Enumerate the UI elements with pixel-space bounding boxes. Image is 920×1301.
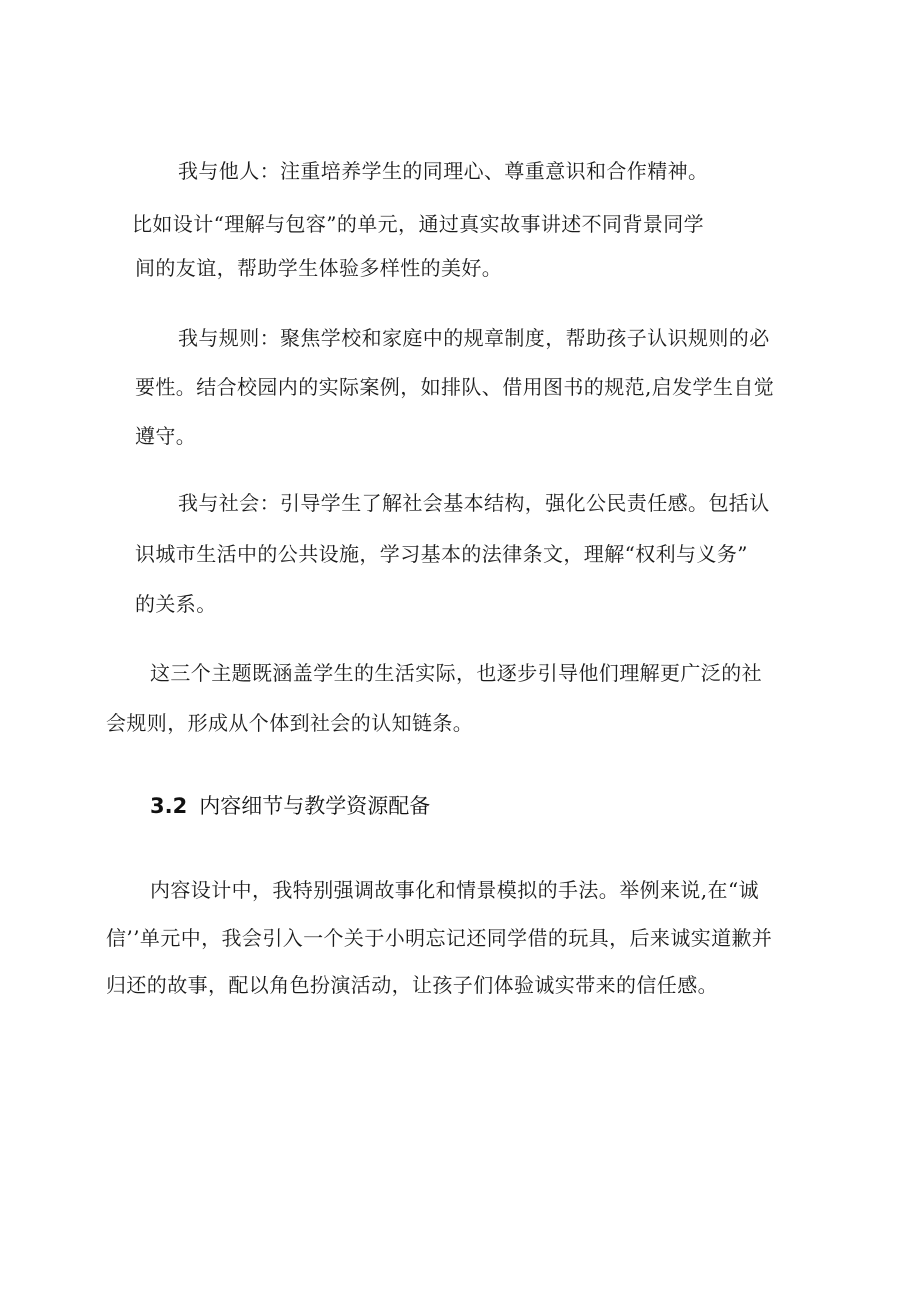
text-line: 比如设计“理解与包容”的单元，通过真实故事讲述不同背景同学	[132, 212, 705, 236]
text-line: 我与规则：聚焦学校和家庭中的规章制度，帮助孩子认识规则的必	[178, 326, 770, 350]
text-line: 信’’单元中，我会引入一个关于小明忘记还同学借的玩具，后来诚实道歉并	[106, 926, 773, 950]
section-number: 3.2	[150, 794, 188, 818]
text-line: 我与社会：引导学生了解社会基本结构，强化公民责任感。包括认	[178, 491, 770, 515]
text-line: 要性。结合校园内的实际案例，如排队、借用图书的规范,启发学生自觉	[135, 375, 775, 399]
text-line: 间的友谊，帮助学生体验多样性的美好。	[135, 256, 503, 280]
text-line: 这三个主题既涵盖学生的生活实际，也逐步引导他们理解更广泛的社	[150, 661, 762, 685]
text-line: 内容设计中，我特别强调故事化和情景模拟的手法。举例来说,在“诚	[150, 878, 759, 902]
section-title: 内容细节与教学资源配备	[199, 794, 431, 818]
text-line: 会规则，形成从个体到社会的认知链条。	[106, 711, 474, 735]
text-line: 识城市生活中的公共设施，学习基本的法律条文，理解“权利与义务”	[135, 542, 748, 566]
text-line: 我与他人：注重培养学生的同理心、尊重意识和合作精神。	[178, 159, 709, 183]
text-line: 遵守。	[135, 424, 197, 448]
text-line: 的关系。	[135, 592, 217, 616]
section-heading	[150, 792, 430, 820]
text-line: 归还的故事，配以角色扮演活动，让孩子们体验诚实带来的信任感。	[106, 973, 718, 997]
